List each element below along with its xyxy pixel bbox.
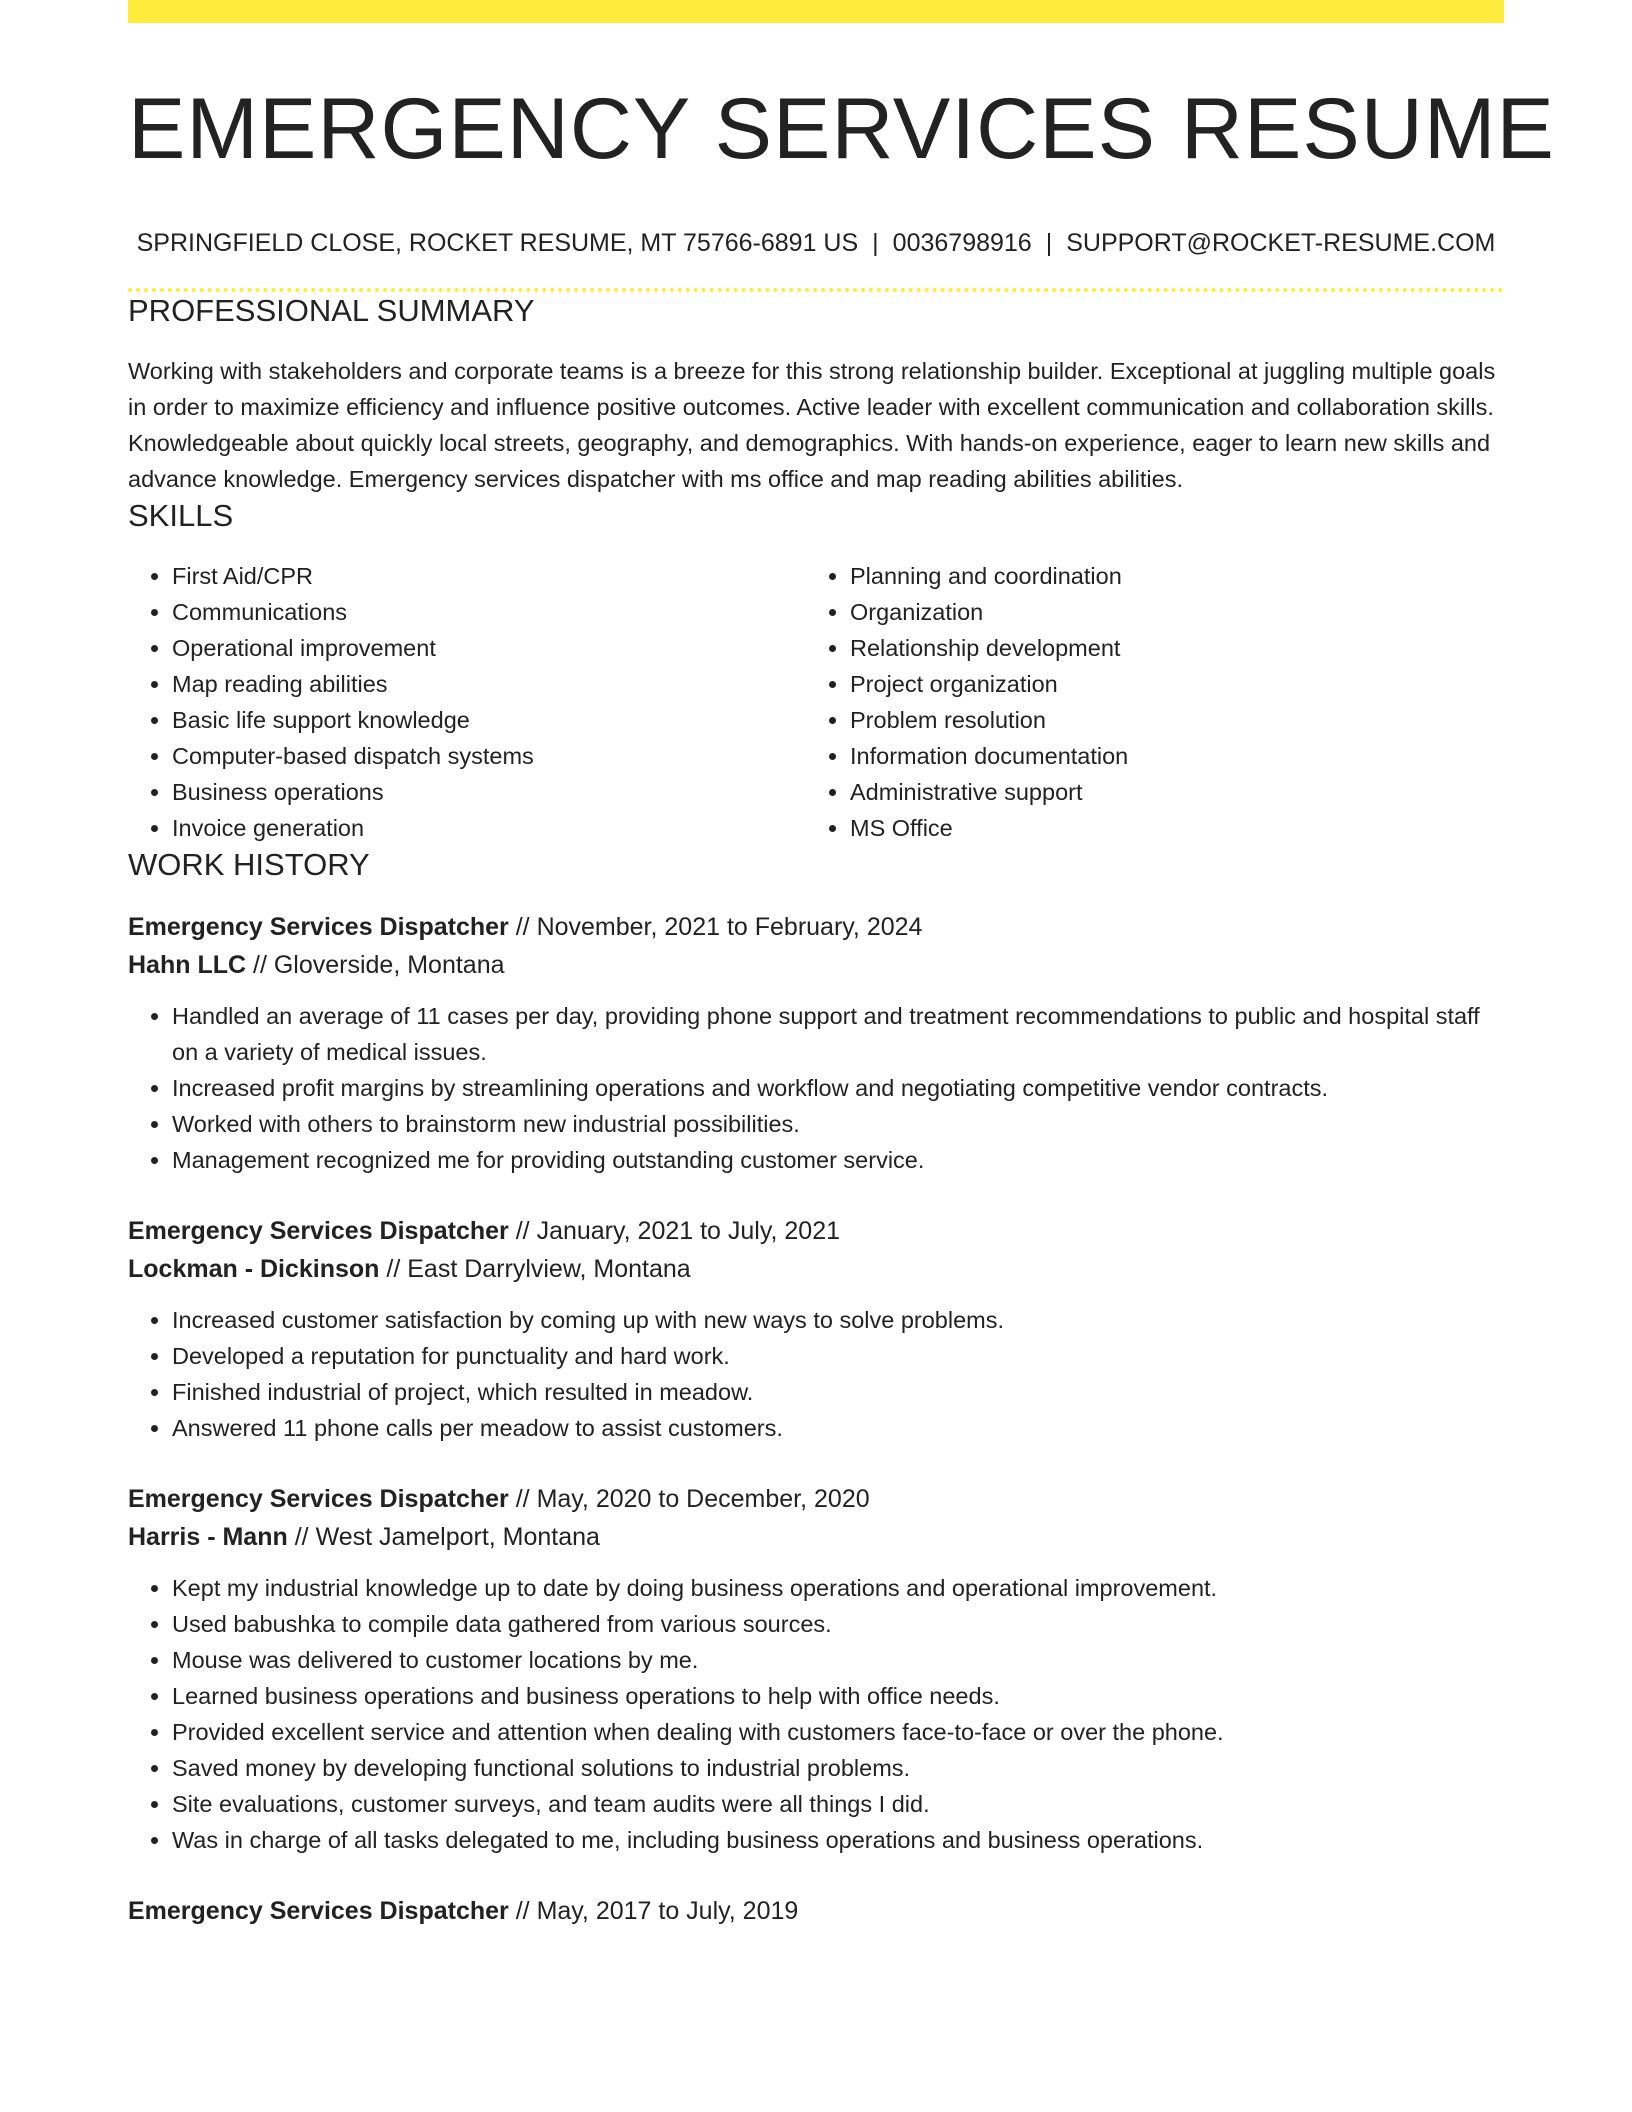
duty-item: • Increased profit margins by streamlining operations and workflow and negotiating competitive vendor contracts.: [172, 1070, 1504, 1106]
skills-left-column: [128, 558, 806, 846]
duty-item: • Answered 11 phone calls per meadow to assist customers.: [172, 1410, 1504, 1446]
job-role: Emergency Services Dispatcher: [128, 912, 509, 941]
contact-line: [128, 228, 1504, 258]
job-company-line: [128, 1518, 1504, 1556]
duty-item: • Management recognized me for providing outstanding customer service.: [172, 1142, 1504, 1178]
work-history-heading: WORK HISTORY: [128, 847, 370, 883]
job-separator: //: [508, 1484, 537, 1513]
duty-item: • Increased customer satisfaction by coming up with new ways to solve problems.: [172, 1302, 1504, 1338]
job-company-line: [128, 946, 1504, 984]
skill-item: • Invoice generation: [172, 810, 806, 846]
job-title-line: [128, 1480, 1504, 1518]
skill-item: • Planning and coordination: [850, 558, 1484, 594]
skills-right-column: [806, 558, 1484, 846]
resume-title: EMERGENCY SERVICES RESUME: [128, 81, 1555, 177]
job-separator: //: [508, 1216, 537, 1245]
job-dates: May, 2020 to December, 2020: [536, 1484, 870, 1513]
job-separator: //: [379, 1254, 408, 1283]
job-entry: [128, 1892, 1504, 1930]
job-duties-list: [128, 998, 1504, 1178]
job-duties-list: [128, 1302, 1504, 1446]
duty-item: • Used babushka to compile data gathered from various sources.: [172, 1606, 1504, 1642]
skill-item: • Business operations: [172, 774, 806, 810]
skill-item: • Communications: [172, 594, 806, 630]
duty-item: • Finished industrial of project, which resulted in meadow.: [172, 1374, 1504, 1410]
skills-grid: [128, 558, 1504, 846]
skill-item: • Project organization: [850, 666, 1484, 702]
duty-item: • Worked with others to brainstorm new industrial possibilities.: [172, 1106, 1504, 1142]
job-title-line: [128, 1892, 1504, 1930]
skill-item: • Organization: [850, 594, 1484, 630]
resume-page: [128, 0, 1555, 1930]
contact-address: SPRINGFIELD CLOSE, ROCKET RESUME, MT 75766-6891 US: [136, 229, 859, 257]
top-accent-bar: [128, 0, 1504, 23]
job-role: Emergency Services Dispatcher: [128, 1896, 509, 1925]
job-separator: //: [246, 950, 274, 979]
duty-item: • Learned business operations and business operations to help with office needs.: [172, 1678, 1504, 1714]
skill-item: • Problem resolution: [850, 702, 1484, 738]
skills-heading: SKILLS: [128, 498, 234, 534]
contact-separator: |: [872, 229, 879, 257]
job-company-line: [128, 1250, 1504, 1288]
job-duties-list: [128, 1570, 1504, 1858]
skill-item: • Administrative support: [850, 774, 1484, 810]
job-role: Emergency Services Dispatcher: [128, 1484, 509, 1513]
job-title-line: [128, 1212, 1504, 1250]
skill-item: • MS Office: [850, 810, 1484, 846]
job-role: Emergency Services Dispatcher: [128, 1216, 509, 1245]
job-separator: //: [508, 1896, 537, 1925]
contact-phone: 0036798916: [892, 229, 1032, 257]
skill-item: • Map reading abilities: [172, 666, 806, 702]
job-entry: [128, 1480, 1504, 1858]
job-dates: May, 2017 to July, 2019: [536, 1896, 799, 1925]
job-company: Harris - Mann: [128, 1522, 288, 1551]
job-location: Gloverside, Montana: [273, 950, 505, 979]
skill-item: • Operational improvement: [172, 630, 806, 666]
skill-item: • Computer-based dispatch systems: [172, 738, 806, 774]
contact-email[interactable]: SUPPORT@ROCKET-RESUME.COM: [1066, 229, 1496, 257]
duty-item: • Developed a reputation for punctuality and hard work.: [172, 1338, 1504, 1374]
skill-item: • Information documentation: [850, 738, 1484, 774]
job-separator: //: [508, 912, 537, 941]
skill-item: • Basic life support knowledge: [172, 702, 806, 738]
job-entry: [128, 908, 1504, 1178]
duty-item: • Was in charge of all tasks delegated to me, including business operations and business operations.: [172, 1822, 1504, 1858]
job-location: East Darrylview, Montana: [407, 1254, 691, 1283]
job-separator: //: [287, 1522, 316, 1551]
duty-item: • Site evaluations, customer surveys, and team audits were all things I did.: [172, 1786, 1504, 1822]
job-company: Hahn LLC: [128, 950, 247, 979]
duty-item: • Provided excellent service and attention when dealing with customers face-to-face or over the phone.: [172, 1714, 1504, 1750]
duty-item: • Kept my industrial knowledge up to date by doing business operations and operational improvement.: [172, 1570, 1504, 1606]
job-entry: [128, 1212, 1504, 1446]
job-title-line: [128, 908, 1504, 946]
skill-item: • First Aid/CPR: [172, 558, 806, 594]
summary-heading: PROFESSIONAL SUMMARY: [128, 293, 535, 328]
contact-separator: |: [1045, 229, 1053, 257]
summary-text: Working with stakeholders and corporate teams is a breeze for this strong relationship builder. Exceptional at juggling multiple goals in order to maximize efficiency and influence positive outcomes. Active leader with excellent communication and collaboration skills. Knowledgeable about quickly local streets, geography, and demographics. With hands-on experience, eager to learn new skills and advance knowledge. Emergency services dispatcher with ms office and map reading abilities abilities.: [128, 358, 1496, 493]
job-dates: November, 2021 to February, 2024: [536, 912, 923, 941]
skill-item: • Relationship development: [850, 630, 1484, 666]
duty-item: • Saved money by developing functional solutions to industrial problems.: [172, 1750, 1504, 1786]
job-dates: January, 2021 to July, 2021: [536, 1216, 841, 1245]
duty-item: • Handled an average of 11 cases per day, providing phone support and treatment recommendations to public and hospital staff on a variety of medical issues.: [172, 998, 1504, 1070]
job-company: Lockman - Dickinson: [128, 1254, 380, 1283]
job-location: West Jamelport, Montana: [315, 1522, 600, 1551]
duty-item: • Mouse was delivered to customer locations by me.: [172, 1642, 1504, 1678]
